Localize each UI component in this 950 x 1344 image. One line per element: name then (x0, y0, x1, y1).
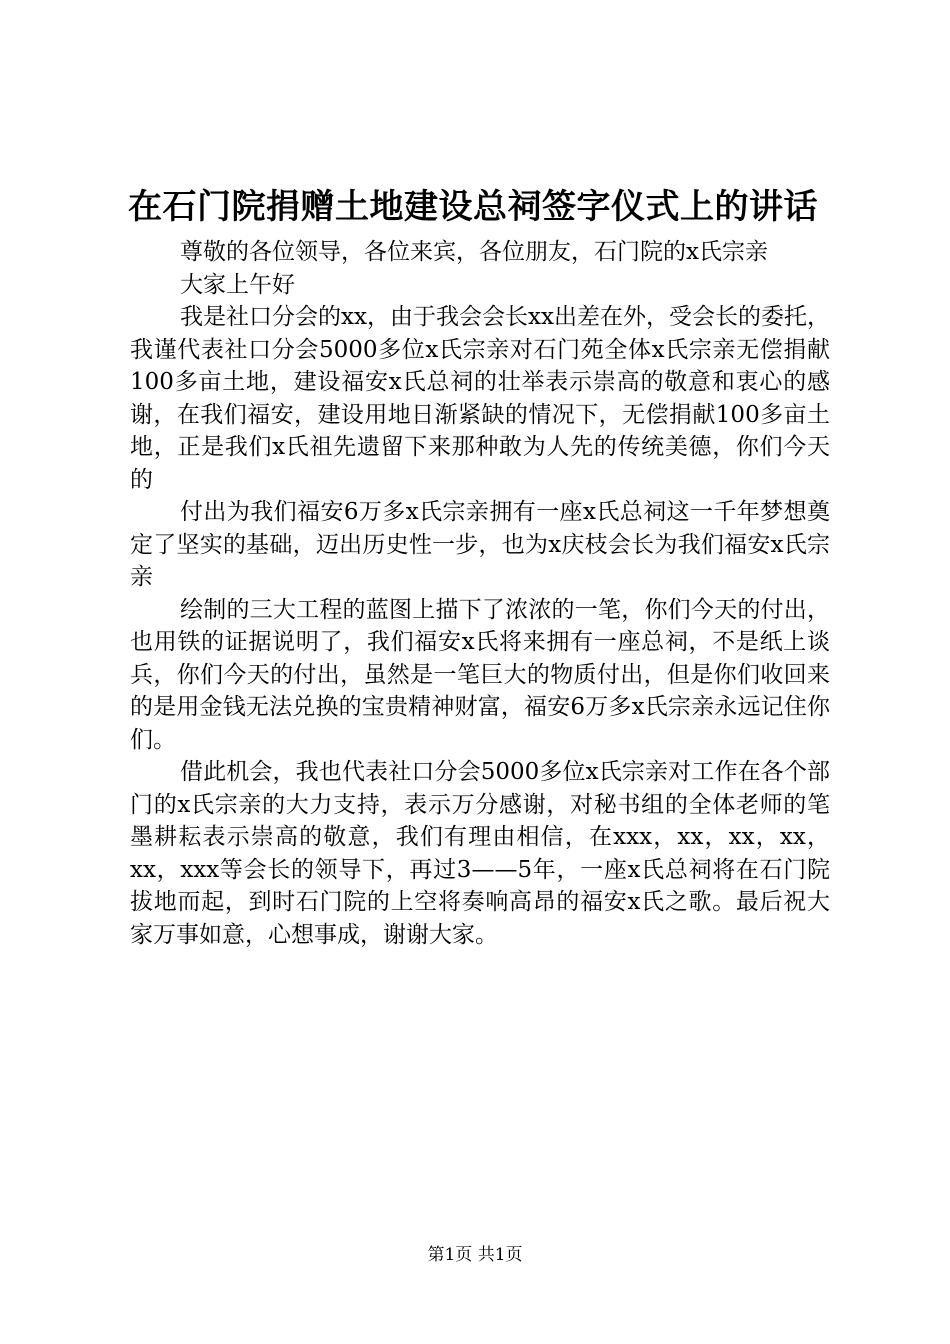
document-body (130, 236, 830, 951)
page-footer: 第1页 共1页 (427, 1245, 523, 1265)
paragraph-introduction: 我是社口分会的xx，由于我会会长xx出差在外，受会长的委托，我谨代表社口分会5000多位x氏宗亲对石门苑全体x氏宗亲无偿捐献100多亩土地，建设福安x氏总祠的壮举表示崇高的敬意和衷心的感谢，在我们福安，建设用地日渐紧缺的情况下，无偿捐献100多亩土地，正是我们x氏祖先遗留下来那种敢为人先的传统美德，你们今天的 (130, 304, 830, 493)
document-title: 在石门院捐赠土地建设总祠签字仪式上的讲话 (128, 187, 818, 227)
paragraph-contribution: 绘制的三大工程的蓝图上描下了浓浓的一笔，你们今天的付出，也用铁的证据说明了，我们福安x氏将来拥有一座总祠，不是纸上谈兵，你们今天的付出，虽然是一笔巨大的物质付出，但是你们收回来的是用金钱无法兑换的宝贵精神财富，福安6万多x氏宗亲永远记住你们。 (130, 596, 830, 753)
paragraph-significance: 付出为我们福安6万多x氏宗亲拥有一座x氏总祠这一千年梦想奠定了坚实的基础，迈出历史性一步，也为x庆枝会长为我们福安x氏宗亲 (130, 499, 830, 590)
paragraph-closing: 借此机会，我也代表社口分会5000多位x氏宗亲对工作在各个部门的x氏宗亲的大力支持，表示万分感谢，对秘书组的全体老师的笔墨耕耘表示崇高的敬意，我们有理由相信，在xxx，xx，xx，xx，xx，xxx等会长的领导下，再过3——5年，一座x氏总祠将在石门院拔地而起，到时石门院的上空将奏响高昂的福安x氏之歌。最后祝大家万事如意，心想事成，谢谢大家。 (130, 759, 830, 948)
paragraph-salutation: 尊敬的各位领导，各位来宾，各位朋友，石门院的x氏宗亲 (180, 239, 768, 265)
paragraph-greeting: 大家上午好 (180, 271, 295, 298)
